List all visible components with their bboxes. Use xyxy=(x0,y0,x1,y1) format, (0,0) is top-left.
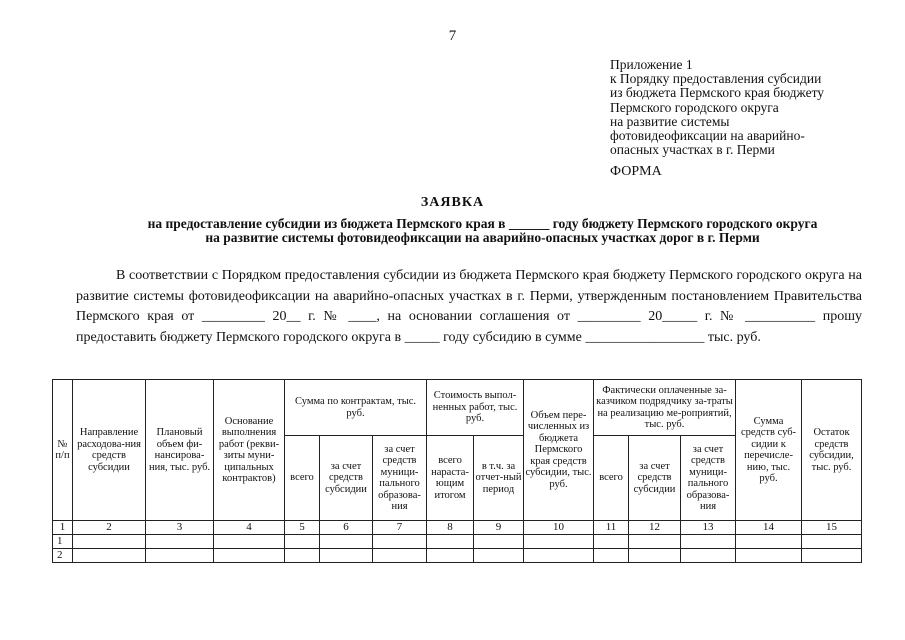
table-cell xyxy=(73,535,146,549)
header-contracts-subsidy: за счет средств субсидии xyxy=(320,436,373,521)
document-subtitle xyxy=(60,217,905,244)
table-cell xyxy=(594,549,629,563)
header-num: № п/п xyxy=(53,380,73,521)
table-cell xyxy=(146,535,214,549)
form-label: ФОРМА xyxy=(610,164,662,179)
appendix-line: Приложение 1 xyxy=(610,57,693,72)
intro-text: В соответствии с Порядком предоставления субсидии из бюджета Пермского края бюджету Пермского городского округа на развитие системы фотовидеофиксации на аварийно-опасных участках в г. Перми, утвержденным постановлением Правительства Пермского края от _________ 20__ г. № ____, на основании соглашения от _________ 20_____ г. № __________ прошу предоставить бюджету Пермского городского округа в _____ году субсидию в сумме _________________ тыс. руб. xyxy=(76,268,862,345)
header-planned: Плановый объем фи-нансирова-ния, тыс. руб. xyxy=(146,380,214,521)
header-works-period: в т.ч. за отчет-ный период xyxy=(474,436,524,521)
appendix-line: к Порядку предоставления субсидии xyxy=(610,71,822,87)
column-number: 12 xyxy=(629,521,681,535)
table-row xyxy=(53,535,862,549)
appendix-line: фотовидеофиксации на аварийно- xyxy=(610,128,805,144)
table-cell xyxy=(146,549,214,563)
column-number-row xyxy=(53,521,862,535)
appendix-line: из бюджета Пермского края бюджету xyxy=(610,85,825,101)
table-cell xyxy=(214,549,285,563)
column-number: 2 xyxy=(73,521,146,535)
column-number: 7 xyxy=(373,521,427,535)
page-number: 7 xyxy=(448,28,457,44)
column-number: 6 xyxy=(320,521,373,535)
header-balance: Остаток средств субсидии, тыс. руб. xyxy=(802,380,862,521)
appendix-line: Пермского городского округа xyxy=(610,99,779,115)
table-cell xyxy=(681,535,736,549)
table-cell xyxy=(285,535,320,549)
table-cell xyxy=(736,549,802,563)
appendix-line: опасных участках в г. Перми xyxy=(610,142,775,158)
header-paid-subsidy: за счет средств субсидии xyxy=(629,436,681,521)
table-cell xyxy=(524,535,594,549)
column-number: 3 xyxy=(146,521,214,535)
column-number: 11 xyxy=(594,521,629,535)
table-cell xyxy=(320,549,373,563)
table-cell xyxy=(736,535,802,549)
header-contracts-municipal: за счет средств муници-пального образова-ния xyxy=(373,436,427,521)
header-paid-municipal: за счет средств муници-пального образова-ния xyxy=(681,436,736,521)
document-title: ЗАЯВКА xyxy=(420,195,485,210)
header-to-transfer: Сумма средств суб-сидии к перечисле-нию, тыс. руб. xyxy=(736,380,802,521)
table-cell xyxy=(214,535,285,549)
table-cell xyxy=(320,535,373,549)
table-cell xyxy=(474,549,524,563)
header-contracts: Сумма по контрактам, тыс. руб. xyxy=(285,380,427,436)
appendix-block xyxy=(610,58,900,157)
header-direction: Направление расходова-ния средств субсидии xyxy=(73,380,146,521)
table-cell xyxy=(373,535,427,549)
column-number: 1 xyxy=(53,521,73,535)
header-paid-total: всего xyxy=(594,436,629,521)
table-cell xyxy=(427,549,474,563)
table-cell xyxy=(681,549,736,563)
column-number: 14 xyxy=(736,521,802,535)
table-cell xyxy=(802,549,862,563)
header-contracts-total: всего xyxy=(285,436,320,521)
subtitle-line-2: на развитие системы фотовидеофиксации на аварийно-опасных участках дорог в г. Перми xyxy=(205,229,760,245)
intro-paragraph xyxy=(76,266,862,348)
column-number: 9 xyxy=(474,521,524,535)
table-cell xyxy=(73,549,146,563)
row-number: 1 xyxy=(53,535,73,549)
appendix-line: на развитие системы xyxy=(610,113,730,129)
table-cell xyxy=(474,535,524,549)
row-number: 2 xyxy=(53,549,73,563)
column-number: 13 xyxy=(681,521,736,535)
table-cell xyxy=(285,549,320,563)
header-works-cost: Стоимость выпол-ненных работ, тыс. руб. xyxy=(427,380,524,436)
table-cell xyxy=(427,535,474,549)
column-number: 4 xyxy=(214,521,285,535)
column-number: 5 xyxy=(285,521,320,535)
header-paid: Фактически оплаченные за-казчиком подрядчику за-траты на реализацию ме-роприятий, тыс. руб. xyxy=(594,380,736,436)
table-row xyxy=(53,549,862,563)
column-number: 10 xyxy=(524,521,594,535)
column-number: 15 xyxy=(802,521,862,535)
table-cell xyxy=(524,549,594,563)
header-transferred: Объем пере-численных из бюджета Пермского края средств субсидии, тыс. руб. xyxy=(524,380,594,521)
subtitle-line-1: на предоставление субсидии из бюджета Пермского края в ______ году бюджету Пермского городского округа xyxy=(147,216,818,231)
table-cell xyxy=(802,535,862,549)
header-row-1 xyxy=(53,380,862,436)
column-number: 8 xyxy=(427,521,474,535)
header-basis: Основание выполнения работ (рекви-зиты муни-ципальных контрактов) xyxy=(214,380,285,521)
header-works-total: всего нараста-ющим итогом xyxy=(427,436,474,521)
table-cell xyxy=(373,549,427,563)
table-cell xyxy=(594,535,629,549)
table-cell xyxy=(629,535,681,549)
application-table xyxy=(52,379,862,563)
table-cell xyxy=(629,549,681,563)
